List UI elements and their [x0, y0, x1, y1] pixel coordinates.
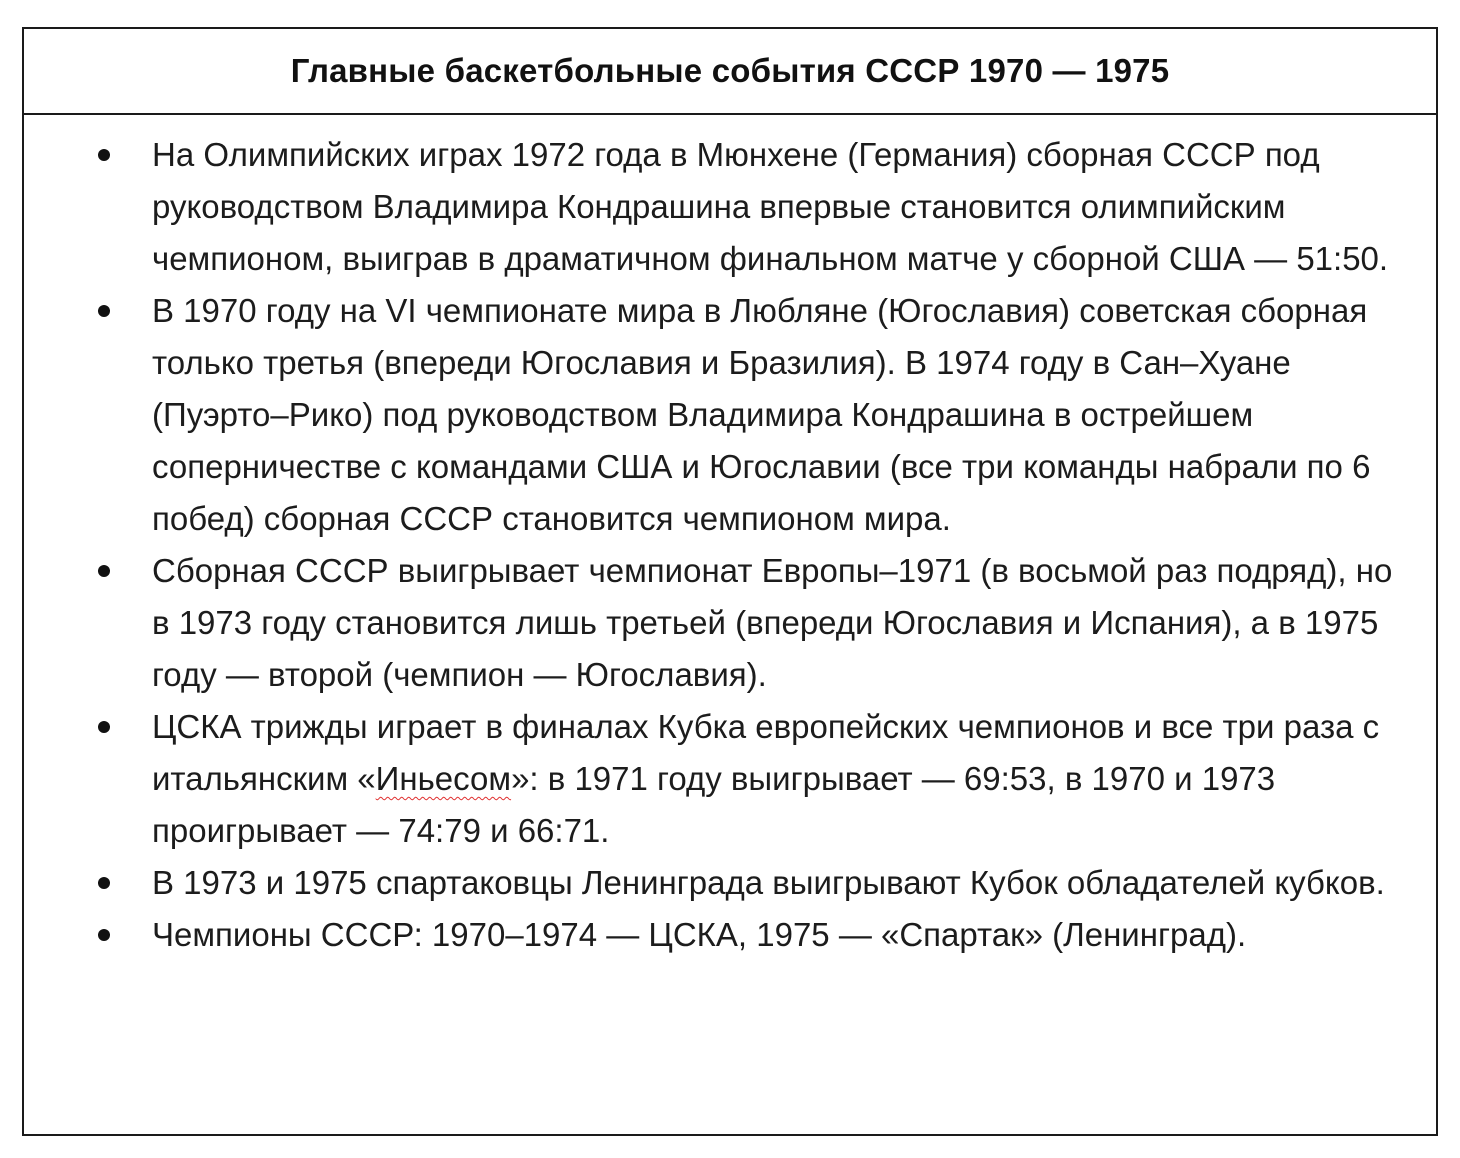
bullet-icon: [98, 721, 110, 733]
event-text: Чемпионы СССР: 1970–1974 — ЦСКА, 1975 — «Спартак» (Ленинград).: [152, 916, 1247, 953]
list-item: [152, 857, 1416, 909]
event-text: В 1970 году на VI чемпионате мира в Любляне (Югославия) советская сборная только третья (впереди Югославия и Бразилия). В 1974 году в Сан–Хуане (Пуэрто–Рико) под руководством Владимира Кондрашина в острейшем соперничестве с командами США и Югославии (все три команды набрали по 6 побед) сборная СССР становится чемпионом мира.: [152, 292, 1371, 537]
event-text: Сборная СССР выигрывает чемпионат Европы–1971 (в восьмой раз подряд), но в 1973 году становится лишь третьей (впереди Югославия и Испания), а в 1975 году — второй (чемпион — Югославия).: [152, 552, 1393, 693]
list-item: [152, 701, 1416, 857]
event-text-end: »: в 1971 году выигрывает — 69:53, в 1970 и 1973 проигрывает — 74:79 и 66:71.: [152, 760, 1276, 849]
events-table: [22, 27, 1438, 1136]
event-text: На Олимпийских играх 1972 года в Мюнхене (Германия) сборная СССР под руководством Владимира Кондрашина впервые становится олимпийским чемпионом, выиграв в драматичном финальном матче у сборной США — 51:50.: [152, 136, 1389, 277]
bullet-icon: [98, 149, 110, 161]
list-item: [152, 129, 1416, 285]
bullet-icon: [98, 305, 110, 317]
list-item: [152, 285, 1416, 545]
table-header-cell: [24, 29, 1436, 115]
event-text-start: ЦСКА трижды играет в финалах Кубка европейских чемпионов и все три раза с итальянским «: [152, 708, 1380, 797]
bullet-icon: [98, 565, 110, 577]
list-item: [152, 545, 1416, 701]
bullet-icon: [98, 929, 110, 941]
list-item: [152, 909, 1416, 961]
spellcheck-flagged-word[interactable]: Иньесом: [375, 760, 512, 797]
bullet-icon: [98, 877, 110, 889]
events-list: [24, 129, 1436, 961]
event-text: В 1973 и 1975 спартаковцы Ленинграда выигрывают Кубок обладателей кубков.: [152, 864, 1385, 901]
table-title: Главные баскетбольные события СССР 1970 — 1975: [290, 52, 1170, 89]
table-body-cell: [24, 115, 1436, 961]
